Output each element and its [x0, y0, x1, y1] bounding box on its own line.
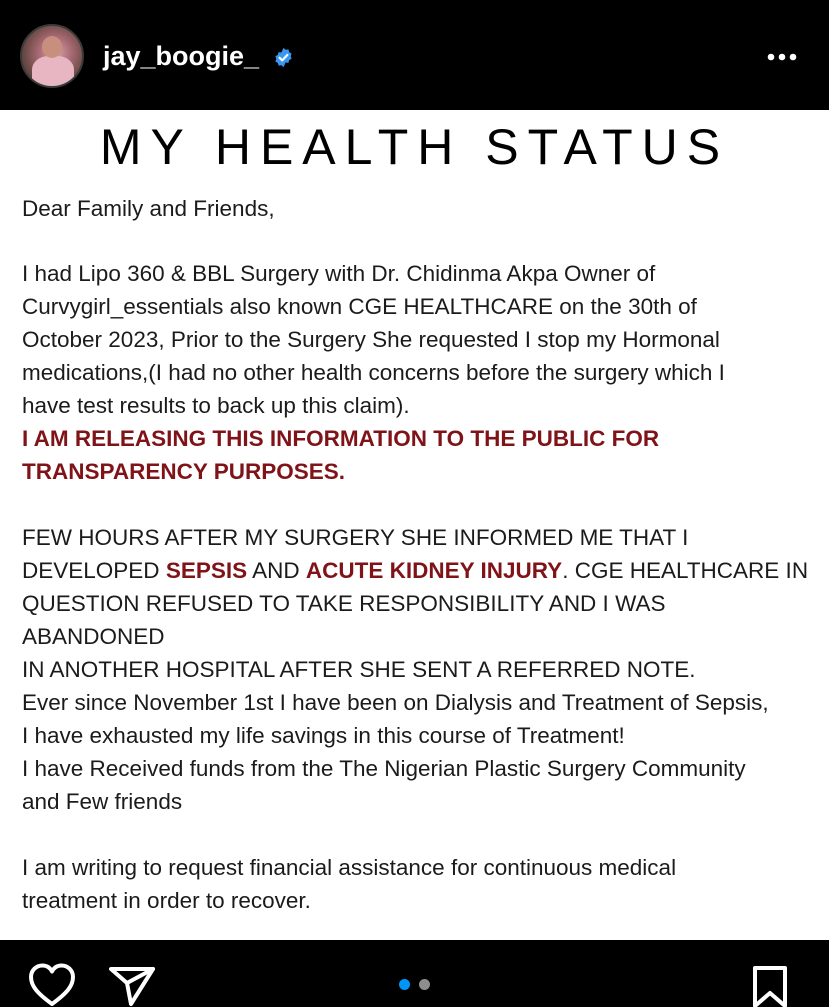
avatar-face — [42, 36, 62, 58]
sepsis-highlight: SEPSIS — [165, 558, 248, 583]
text-line: I have exhausted my life savings in this course of Treatment! — [22, 723, 625, 748]
paragraph-request — [22, 851, 812, 917]
avatar-figure — [32, 56, 74, 88]
text-line: Curvygirl_essentials also known CGE HEALTHCARE on the 30th of — [22, 294, 697, 319]
text-line: Ever since November 1st I have been on Dialysis and Treatment of Sepsis, — [22, 690, 769, 715]
text-line: treatment in order to recover. — [22, 888, 311, 913]
post-action-bar — [0, 940, 829, 1007]
heart-icon[interactable] — [27, 962, 77, 1007]
post-header — [0, 0, 829, 110]
text-line: medications,(I had no other health concerns before the surgery which I — [22, 360, 725, 385]
text-line: and Few friends — [22, 789, 183, 814]
carousel-dot — [419, 979, 430, 990]
carousel-dot-active — [399, 979, 410, 990]
text-line: October 2023, Prior to the Surgery She requested I stop my Hormonal — [22, 327, 720, 352]
post-title: MY HEALTH STATUS — [99, 119, 730, 175]
kidney-injury-highlight: ACUTE KIDNEY INJURY — [305, 558, 563, 583]
paragraph-treatment — [22, 686, 812, 818]
text-line: have test results to back up this claim). — [22, 393, 410, 418]
paragraph-diagnosis — [22, 521, 812, 686]
verified-badge-icon — [273, 47, 294, 68]
text-segment: . CGE HEALTHCARE IN — [562, 558, 809, 583]
transparency-notice-line: TRANSPARENCY PURPOSES. — [22, 459, 345, 484]
send-icon[interactable] — [107, 964, 157, 1007]
text-line: FEW HOURS AFTER MY SURGERY SHE INFORMED ME THAT I — [22, 525, 689, 550]
text-segment: DEVELOPED — [22, 558, 166, 583]
text-line: QUESTION REFUSED TO TAKE RESPONSIBILITY AND I WAS ABANDONED — [22, 591, 666, 649]
bookmark-icon[interactable] — [750, 964, 790, 1007]
text-line: I am writing to request financial assistance for continuous medical — [22, 855, 677, 880]
paragraph-surgery-details — [22, 257, 812, 488]
post-image[interactable] — [0, 110, 829, 940]
transparency-notice-line: I AM RELEASING THIS INFORMATION TO THE PUBLIC FOR — [22, 426, 660, 451]
username-link[interactable]: jay_boogie_ — [103, 41, 260, 71]
greeting-text: Dear Family and Friends, — [22, 196, 275, 221]
profile-avatar[interactable] — [20, 24, 84, 88]
text-line: I had Lipo 360 & BBL Surgery with Dr. Chidinma Akpa Owner of — [22, 261, 656, 286]
more-options-icon[interactable] — [762, 40, 802, 74]
text-line: I have Received funds from the The Nigerian Plastic Surgery Community — [22, 756, 746, 781]
text-line: IN ANOTHER HOSPITAL AFTER SHE SENT A REFERRED NOTE. — [22, 657, 696, 682]
text-line — [22, 554, 812, 587]
text-segment: AND — [247, 558, 306, 583]
